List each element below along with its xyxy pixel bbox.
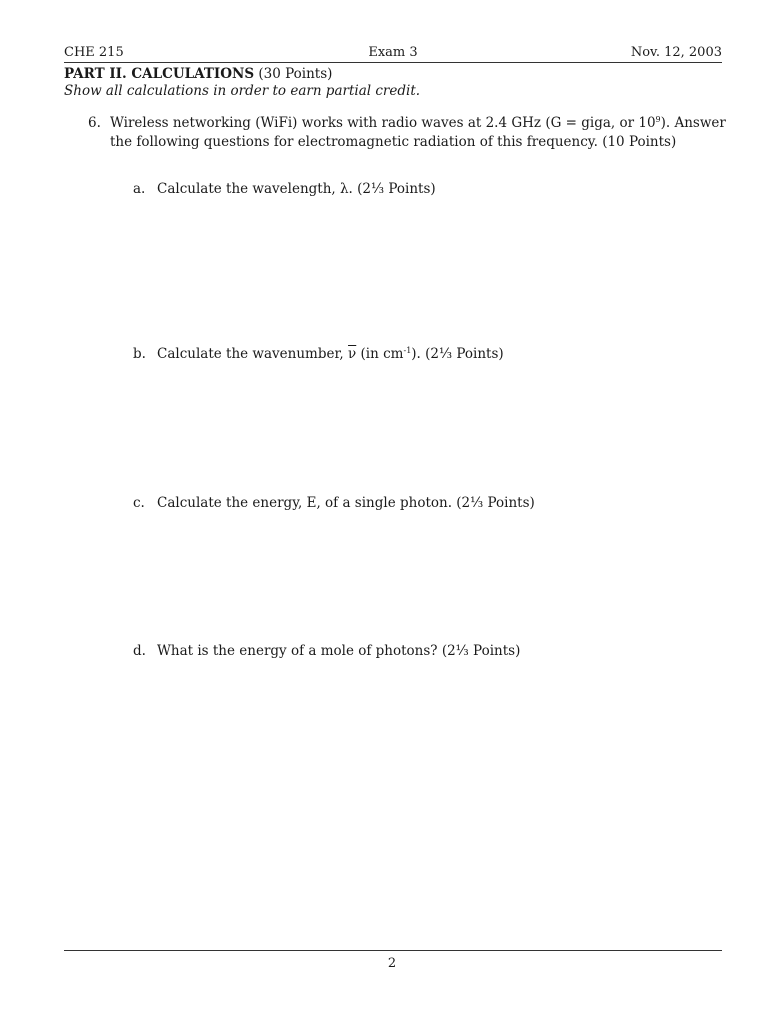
subpart-c-letter: c. <box>133 495 145 511</box>
part-instructions: Show all calculations in order to earn partial credit. <box>64 83 421 99</box>
part-title <box>64 66 332 82</box>
subpart-b-text-3: ). (2⅓ Points) <box>411 346 504 362</box>
part-points: (30 Points) <box>254 66 333 82</box>
subpart-b-text-1: Calculate the wavenumber, <box>157 346 349 362</box>
subpart-c <box>133 494 535 513</box>
subpart-b-exponent: -1 <box>403 346 412 355</box>
question-text <box>110 114 730 152</box>
footer-divider <box>64 950 722 951</box>
wavenumber-symbol: $\overline{\nu}$ <box>348 346 357 362</box>
course-code: CHE 215 <box>64 45 124 60</box>
page-number: 2 <box>387 956 397 971</box>
exam-date: Nov. 12, 2003 <box>630 45 722 60</box>
exam-title: Exam 3 <box>368 45 418 60</box>
subpart-a-text: Calculate the wavelength, λ. (2⅓ Points) <box>157 181 436 197</box>
question-text-part-2: ). Answer the following questions for electromagnetic radiation of this frequency. (10 Points) <box>110 115 726 150</box>
subpart-a <box>133 180 436 199</box>
subpart-b-letter: b. <box>133 346 146 362</box>
question-text-part-1: Wireless networking (WiFi) works with radio waves at 2.4 GHz (G = giga, or 10 <box>110 115 656 131</box>
page-header <box>64 45 722 63</box>
subpart-d-letter: d. <box>133 643 146 659</box>
subpart-d <box>133 642 520 661</box>
subpart-c-text: Calculate the energy, E, of a single photon. (2⅓ Points) <box>157 495 535 511</box>
question-number: 6. <box>88 115 101 131</box>
subpart-a-letter: a. <box>133 181 146 197</box>
subpart-b-text-2: (in cm <box>356 346 404 362</box>
subpart-d-text: What is the energy of a mole of photons? (2⅓ Points) <box>157 643 521 659</box>
subpart-b <box>133 345 504 364</box>
question-exponent: 9 <box>655 115 661 124</box>
part-title-bold: PART II. CALCULATIONS <box>64 66 255 82</box>
